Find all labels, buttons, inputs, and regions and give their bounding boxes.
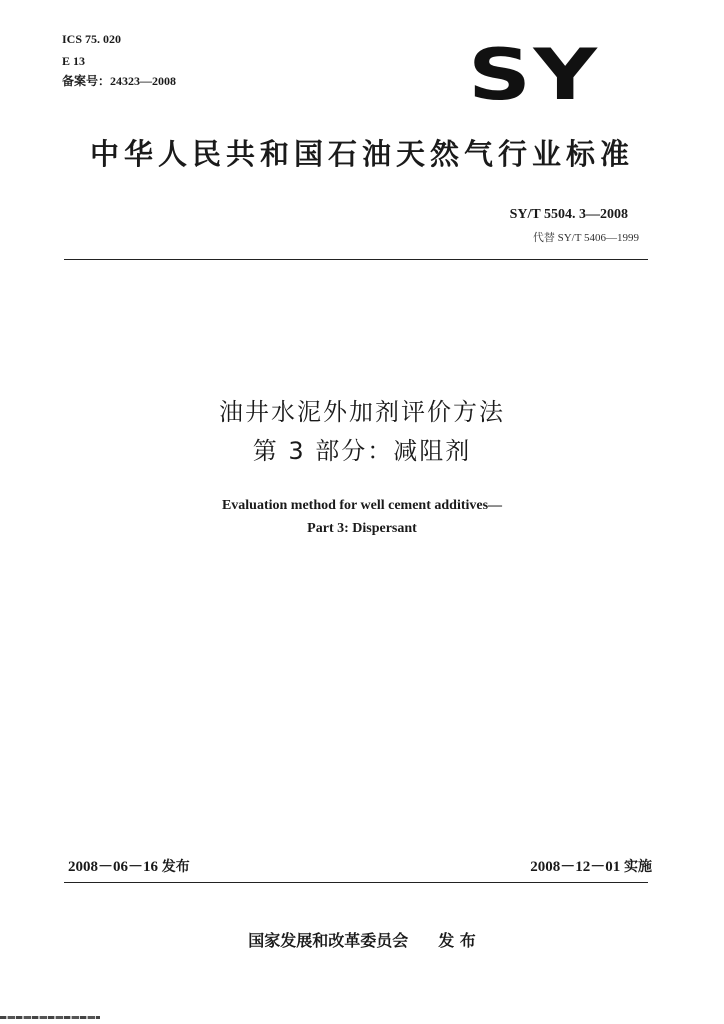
replaces-standard: 代替 SY/T 5406—1999 — [532, 232, 639, 244]
standard-code: SY/T 5504. 3—2008 — [509, 207, 628, 222]
chinese-title-line1: 油井水泥外加剂评价方法 — [219, 398, 505, 426]
standard-category-title: 中华人民共和国石油天然气行业标准 — [90, 137, 635, 171]
footer-divider — [64, 882, 648, 883]
english-title-line1: Evaluation method for well cement additives— — [221, 498, 503, 513]
scan-artifact — [0, 1016, 100, 1019]
sy-logo: SY — [468, 34, 600, 116]
issuer-action: 发 布 — [438, 931, 476, 950]
issue-label: 发布 — [161, 859, 190, 875]
header-divider — [64, 259, 648, 260]
record-number: 备案号：24323—2008 — [62, 74, 177, 88]
issuer-line — [0, 928, 724, 951]
chinese-title-line2: 第 3 部分：减阻剂 — [252, 437, 472, 465]
effective-label: 实施 — [624, 859, 652, 875]
ics-code: ICS 75. 020 — [62, 32, 122, 46]
effective-date: 2008－12－01 — [530, 859, 621, 875]
classification-code: E 13 — [62, 54, 86, 68]
issue-date-block — [68, 855, 190, 876]
english-title-line2: Part 3: Dispersant — [307, 521, 417, 536]
issuer-name: 国家发展和改革委员会 — [248, 931, 409, 950]
effective-date-block — [530, 855, 652, 876]
issue-date: 2008－06－16 — [68, 859, 159, 875]
